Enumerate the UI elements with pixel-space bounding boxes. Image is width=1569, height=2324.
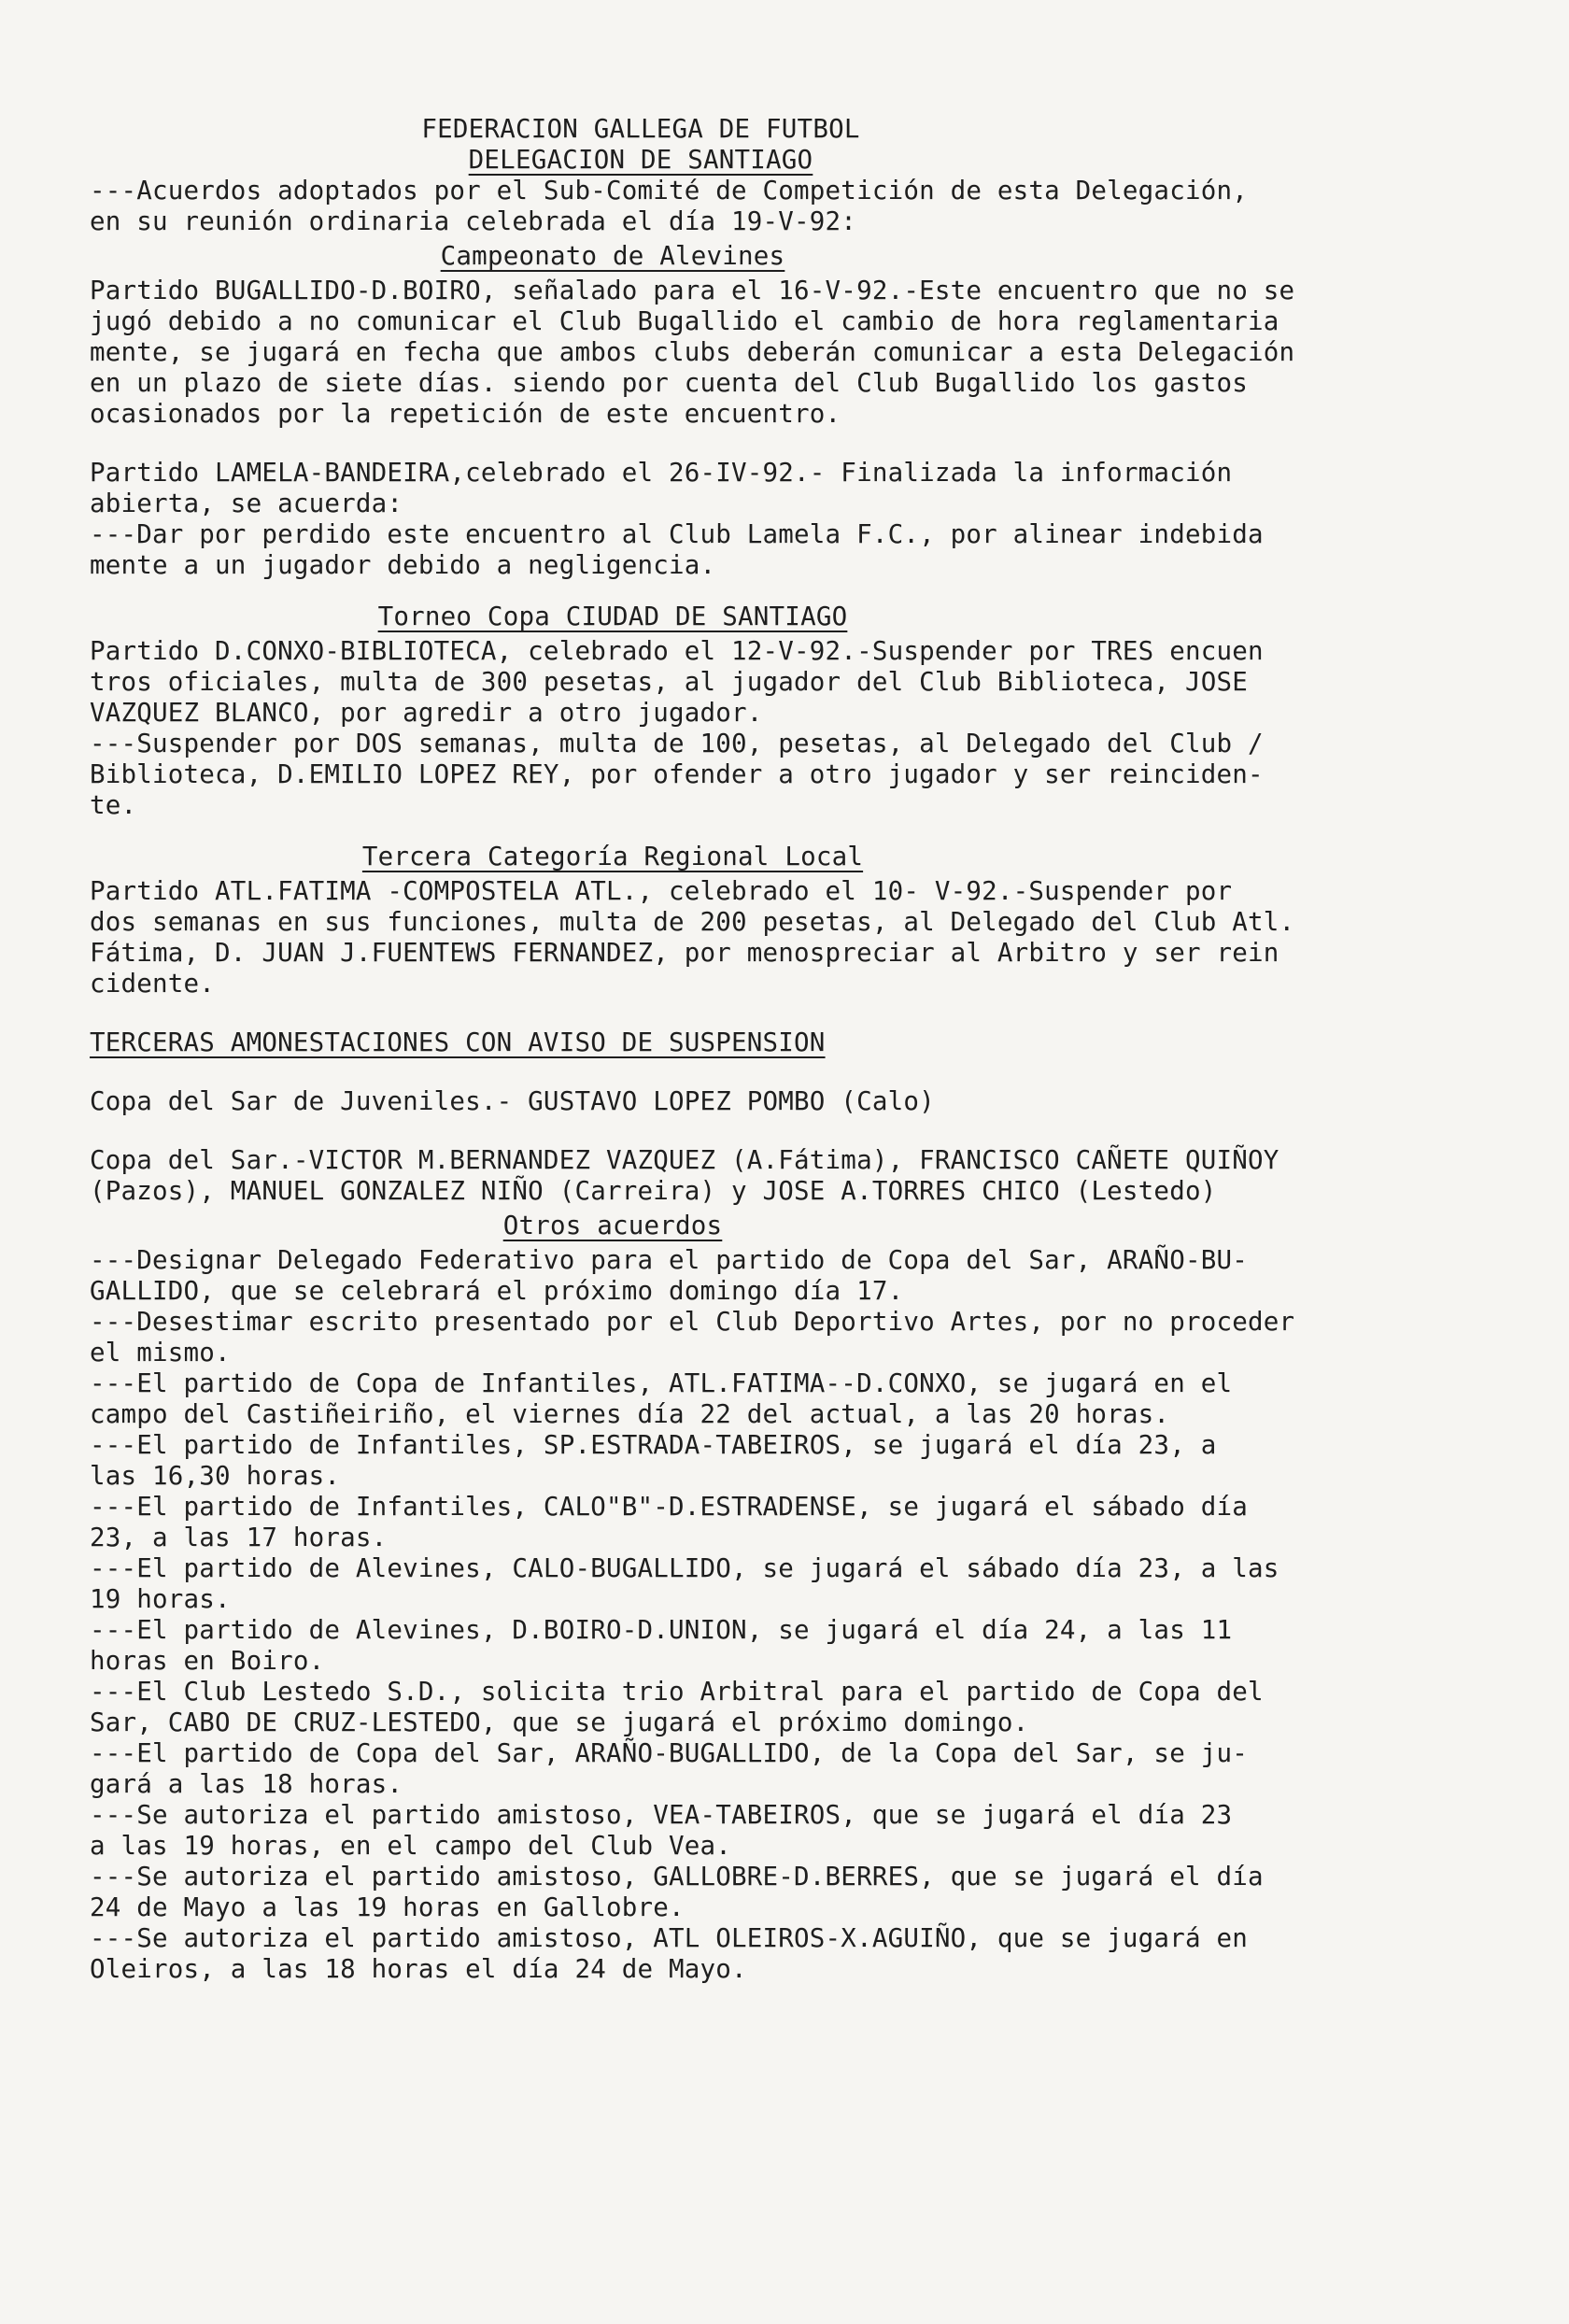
amonestacion-juveniles: Copa del Sar de Juveniles.- GUSTAVO LOPEZ POMBO (Calo) [90, 1086, 935, 1116]
text-line: Partido D.CONXO-BIBLIOTECA, celebrado el 12-V-92.-Suspender por TRES encuen [90, 636, 1264, 666]
text-line: Biblioteca, D.EMILIO LOPEZ REY, por ofender a otro jugador y ser reinciden- [90, 759, 1264, 789]
paragraph-conxo-biblioteca [90, 636, 1565, 821]
section-title-amonestaciones: TERCERAS AMONESTACIONES CON AVISO DE SUSPENSION [90, 1027, 826, 1057]
text-line: Partido LAMELA-BANDEIRA,celebrado el 26-IV-92.- Finalizada la información [90, 458, 1233, 488]
text-line: Partido BUGALLIDO-D.BOIRO, señalado para el 16-V-92.-Este encuentro que no se [90, 276, 1295, 305]
text-line: VAZQUEZ BLANCO, por agredir a otro jugador. [90, 698, 763, 728]
intro-line: ---Acuerdos adoptados por el Sub-Comité de Competición de esta Delegación, [90, 176, 1248, 205]
text-line: ---El partido de Infantiles, SP.ESTRADA-TABEIROS, se jugará el día 23, a [90, 1430, 1217, 1460]
section-title-copa-santiago: Torneo Copa CIUDAD DE SANTIAGO [377, 602, 848, 631]
text-line: gará a las 18 horas. [90, 1769, 403, 1799]
paragraph-lamela-bandeira [90, 458, 1565, 581]
letterhead [90, 114, 1192, 176]
text-line: el mismo. [90, 1338, 231, 1367]
text-line: ---El partido de Copa de Infantiles, ATL.FATIMA--D.CONXO, se jugará en el [90, 1368, 1233, 1398]
text-line: Copa del Sar.-VICTOR M.BERNANDEZ VAZQUEZ (A.Fátima), FRANCISCO CAÑETE QUIÑOY [90, 1145, 1279, 1175]
section-title-tercera-regional: Tercera Categoría Regional Local [361, 842, 864, 872]
text-line: ---Se autoriza el partido amistoso, GALLOBRE-D.BERRES, que se jugará el día [90, 1862, 1264, 1892]
text-line: en un plazo de siete días. siendo por cuenta del Club Bugallido los gastos [90, 368, 1248, 398]
delegation-name: DELEGACION DE SANTIAGO [468, 145, 813, 175]
paragraph-fatima-compostela [90, 876, 1565, 999]
text-line: campo del Castiñeiriño, el viernes día 22 del actual, a las 20 horas. [90, 1399, 1170, 1429]
text-line: te. [90, 790, 137, 820]
text-line: ---Se autoriza el partido amistoso, VEA-TABEIROS, que se jugará el día 23 [90, 1800, 1233, 1830]
org-name: FEDERACION GALLEGA DE FUTBOL [421, 114, 860, 144]
text-line: 23, a las 17 horas. [90, 1523, 388, 1552]
intro [90, 176, 1565, 237]
text-line: ---Se autoriza el partido amistoso, ATL OLEIROS-X.AGUIÑO, que se jugará en [90, 1923, 1248, 1953]
text-line: a las 19 horas, en el campo del Club Vea. [90, 1831, 732, 1861]
text-line: ---El partido de Alevines, CALO-BUGALLIDO, se jugará el sábado día 23, a las [90, 1553, 1279, 1583]
text-line: jugó debido a no comunicar el Club Bugallido el cambio de hora reglamentaria [90, 306, 1279, 336]
section-title-alevines: Campeonato de Alevines [440, 241, 785, 271]
document-body [90, 114, 1565, 1985]
text-line: las 16,30 horas. [90, 1461, 341, 1491]
section-title-otros-acuerdos: Otros acuerdos [502, 1211, 723, 1240]
text-line: abierta, se acuerda: [90, 489, 403, 518]
text-line: (Pazos), MANUEL GONZALEZ NIÑO (Carreira) y JOSE A.TORRES CHICO (Lestedo) [90, 1176, 1217, 1206]
text-line: dos semanas en sus funciones, multa de 200 pesetas, al Delegado del Club Atl. [90, 907, 1295, 937]
text-line: ocasionados por la repetición de este encuentro. [90, 399, 841, 429]
text-line: ---El partido de Copa del Sar, ARAÑO-BUGALLIDO, de la Copa del Sar, se ju- [90, 1738, 1248, 1768]
text-line: ---Desestimar escrito presentado por el Club Deportivo Artes, por no proceder [90, 1307, 1295, 1337]
text-line: Fátima, D. JUAN J.FUENTEWS FERNANDEZ, por menospreciar al Arbitro y ser rein [90, 938, 1279, 968]
text-line: tros oficiales, multa de 300 pesetas, al jugador del Club Biblioteca, JOSE [90, 667, 1248, 697]
text-line: Partido ATL.FATIMA -COMPOSTELA ATL., celebrado el 10- V-92.-Suspender por [90, 876, 1233, 906]
text-line: Oleiros, a las 18 horas el día 24 de Mayo. [90, 1954, 747, 1984]
text-line: GALLIDO, que se celebrará el próximo domingo día 17. [90, 1276, 904, 1306]
amonestacion-copa-sar [90, 1145, 1565, 1207]
text-line: Sar, CABO DE CRUZ-LESTEDO, que se jugará el próximo domingo. [90, 1708, 1029, 1737]
text-line: mente a un jugador debido a negligencia. [90, 550, 716, 580]
otros-acuerdos-list [90, 1245, 1565, 1985]
text-line: ---Designar Delegado Federativo para el partido de Copa del Sar, ARAÑO-BU- [90, 1245, 1248, 1275]
text-line: 24 de Mayo a las 19 horas en Gallobre. [90, 1892, 685, 1922]
text-line: 19 horas. [90, 1584, 231, 1614]
text-line: ---El partido de Infantiles, CALO"B"-D.ESTRADENSE, se jugará el sábado día [90, 1492, 1248, 1522]
text-line: cidente. [90, 969, 216, 999]
text-line: horas en Boiro. [90, 1646, 325, 1676]
text-line: ---El partido de Alevines, D.BOIRO-D.UNION, se jugará el día 24, a las 11 [90, 1615, 1233, 1645]
paragraph-bugallido-boiro [90, 276, 1565, 430]
text-line: mente, se jugará en fecha que ambos clubs deberán comunicar a esta Delegación [90, 337, 1295, 367]
text-line: ---Suspender por DOS semanas, multa de 100, pesetas, al Delegado del Club / [90, 729, 1264, 758]
text-line: ---El Club Lestedo S.D., solicita trio Arbitral para el partido de Copa del [90, 1677, 1264, 1707]
text-line: ---Dar por perdido este encuentro al Club Lamela F.C., por alinear indebida [90, 519, 1264, 549]
intro-line: en su reunión ordinaria celebrada el día 19-V-92: [90, 206, 857, 236]
